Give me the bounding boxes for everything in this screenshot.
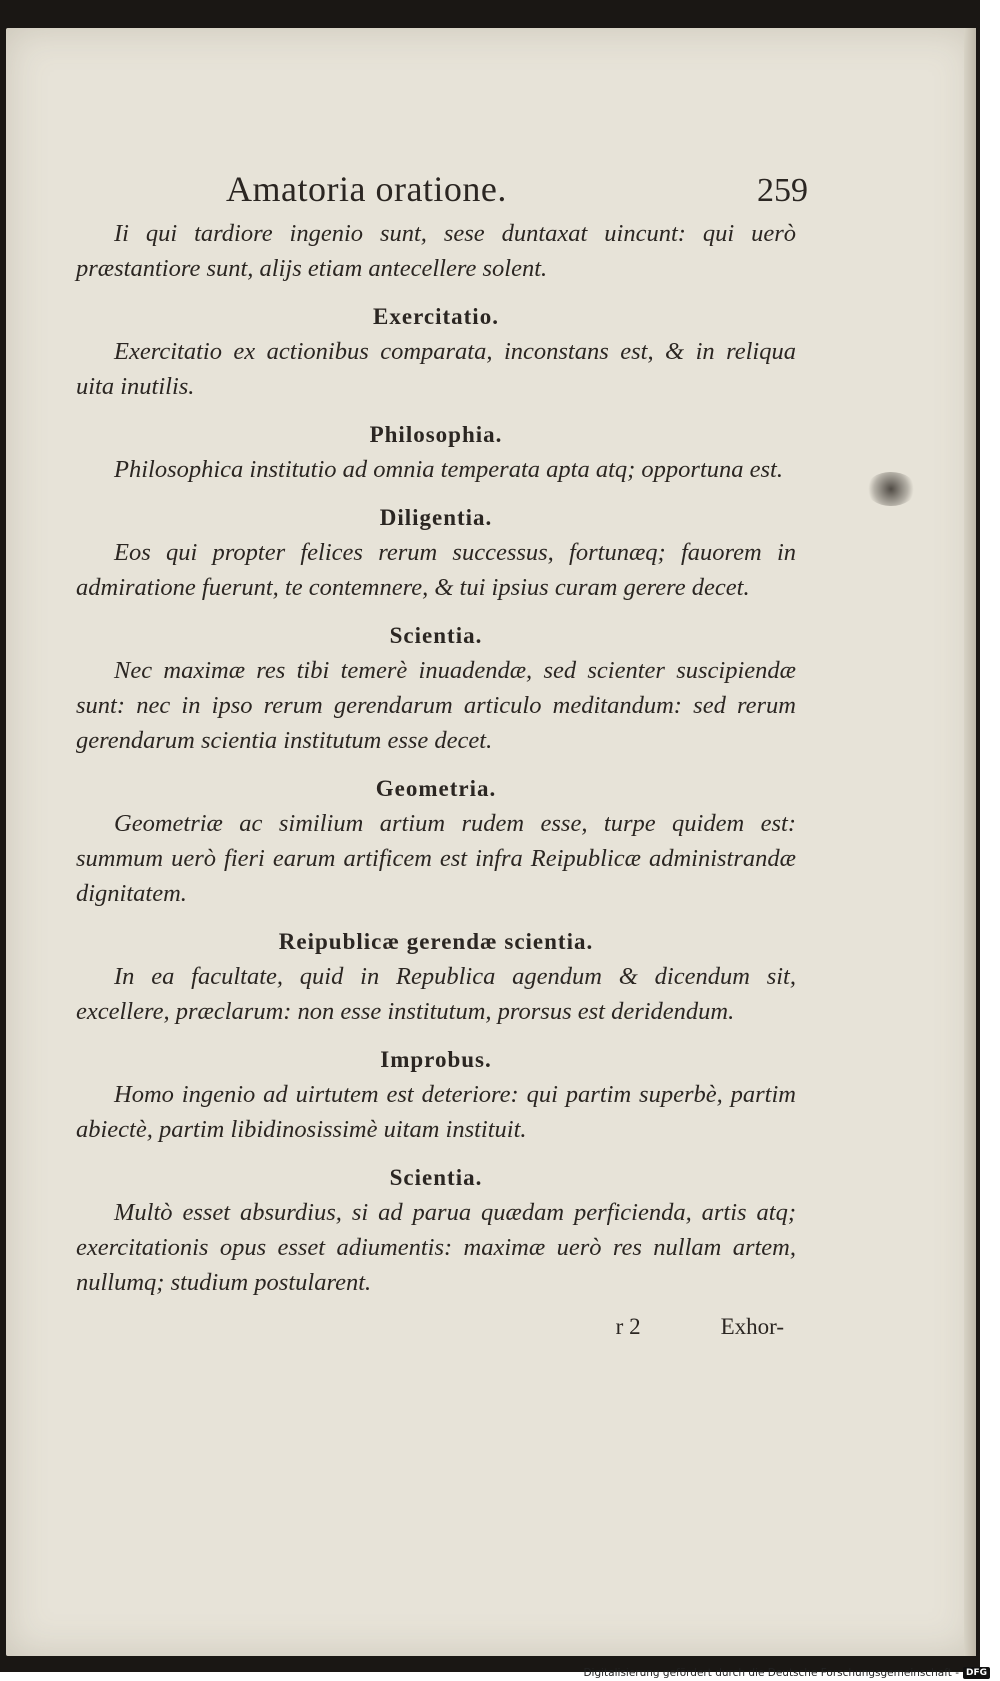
- section-body: Nec maximæ res tibi temerè inuadendæ, sed scienter suscipiendæ sunt: nec in ipso rerum gerendarum articulo meditandum: sed rerum gerendarum scientia institutum esse decet.: [76, 657, 796, 754]
- section-body: Ii qui tardiore ingenio sunt, sese duntaxat uincunt: qui uerò præstantiore sunt, alijs etiam antecellere solent.: [76, 220, 796, 282]
- signature-mark: r 2: [615, 1314, 641, 1339]
- section-body: Exercitatio ex actionibus comparata, inconstans est, & in reliqua uita inutilis.: [76, 338, 796, 400]
- section-body: Philosophica institutio ad omnia temperata apta atq; opportuna est.: [114, 456, 783, 483]
- section-heading: Geometria.: [375, 776, 497, 801]
- section-heading: Exercitatio.: [373, 304, 499, 329]
- section-intro: [76, 216, 796, 286]
- book-page: [6, 28, 976, 1656]
- section-philosophia: [76, 418, 796, 487]
- section-heading: Diligentia.: [379, 505, 493, 530]
- section-heading: Scientia.: [389, 1165, 483, 1190]
- dfg-logo: DFG: [963, 1667, 990, 1679]
- section-heading: Reipublicæ gerendæ scientia.: [278, 929, 594, 954]
- catchword: Exhor-: [720, 1314, 784, 1339]
- section-heading: Improbus.: [380, 1047, 492, 1072]
- credit-text: Digitalisierung gefördert durch die Deutsche Forschungsgemeinschaft -: [583, 1667, 959, 1679]
- section-body: Homo ingenio ad uirtutem est deteriore: qui partim superbè, partim abiectè, partim libidinosissimè uitam instituit.: [76, 1081, 796, 1143]
- section-reipublicae: [76, 925, 796, 1029]
- section-body: Multò esset absurdius, si ad parua quædam perficienda, artis atq; exercitationis opus esset adiumentis: maximæ uerò res nullam artem, nullumq; studium postularent.: [76, 1199, 796, 1296]
- section-exercitatio: [76, 300, 796, 404]
- running-head: [226, 168, 808, 210]
- digitization-credit: [583, 1667, 990, 1679]
- running-head-title: Amatoria oratione.: [226, 169, 507, 209]
- section-body: In ea facultate, quid in Republica agendum & dicendum sit, excellere, præclarum: non esse institutum, prorsus est deridendum.: [76, 963, 796, 1025]
- section-heading: Philosophia.: [369, 422, 503, 447]
- ink-smudge: [866, 472, 916, 506]
- page-edge: [964, 28, 976, 1656]
- text-block: [76, 168, 808, 1340]
- catchline: [76, 1314, 784, 1340]
- section-diligentia: [76, 501, 796, 605]
- section-geometria: [76, 772, 796, 911]
- section-heading: Scientia.: [389, 623, 483, 648]
- section-scientia-2: [76, 1161, 796, 1300]
- section-body: Eos qui propter felices rerum successus, fortunæq; fauorem in admiratione fuerunt, te contemnere, & tui ipsius curam gerere decet.: [76, 539, 796, 601]
- section-improbus: [76, 1043, 796, 1147]
- section-scientia-1: [76, 619, 796, 758]
- section-body: Geometriæ ac similium artium rudem esse, turpe quidem est: summum uerò fieri earum artificem est infra Reipublicæ administrandæ dignitatem.: [76, 810, 796, 907]
- page-number: 259: [757, 172, 808, 209]
